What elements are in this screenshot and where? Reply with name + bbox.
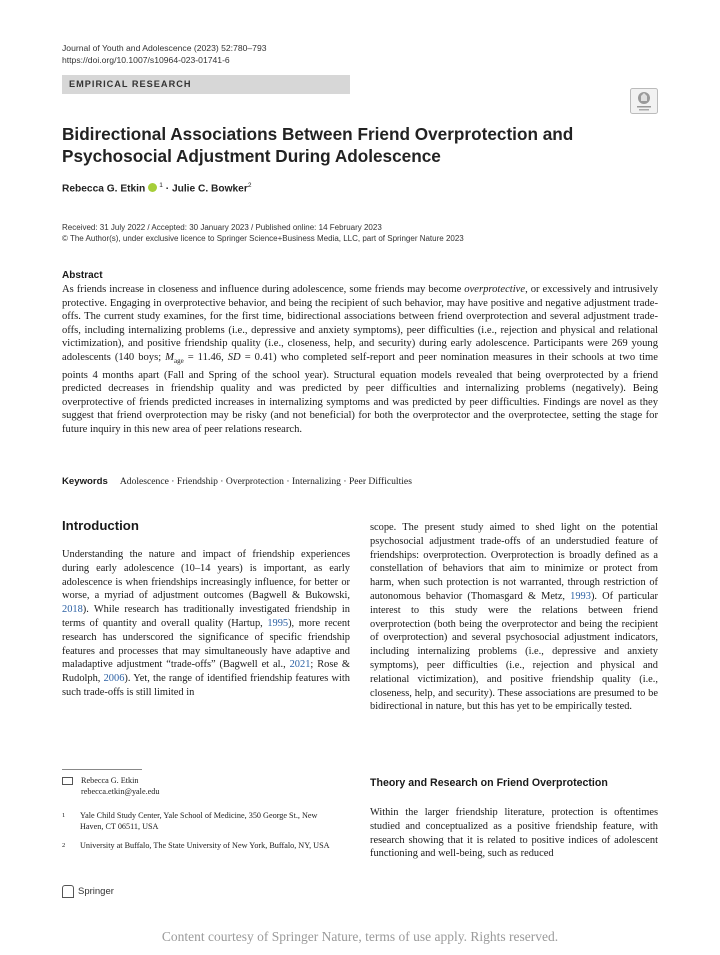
envelope-icon (62, 777, 73, 785)
journal-header (62, 42, 267, 66)
orcid-icon[interactable] (148, 183, 157, 192)
publisher-logo (62, 885, 114, 898)
affiliation-2 (62, 841, 342, 852)
text-run: scope. The present study aimed to shed light on the potential psychosocial adjustment trade-offs of an understudied feature of friendships: overprotection. Overprotection is broadly defined as a constellation of behaviors that aim to minimize or protect from harm, when such protection is not warranted, through restriction of autonomous behavior (Thomasgard & Metz, (370, 522, 658, 602)
author-2-affil: 2 (247, 182, 252, 189)
section-label: EMPIRICAL RESEARCH (62, 75, 350, 94)
crossmark-icon[interactable] (630, 88, 658, 114)
intro-right-column (370, 521, 658, 714)
intro-paragraph-cont (370, 521, 658, 714)
author-1[interactable]: Rebecca G. Etkin (62, 183, 146, 195)
citation-link[interactable]: 2018 (62, 604, 83, 616)
intro-left-column (62, 548, 350, 700)
title-line-2: Psychosocial Adjustment During Adolescence (62, 146, 441, 166)
abstract-part: As friends increase in closeness and influence during adolescence, some friends may become (62, 284, 465, 295)
stat-symbol: M (165, 351, 174, 363)
introduction-heading: Introduction (62, 518, 139, 533)
text-run: Understanding the nature and impact of friendship experiences during early adolescence (10–14 years) is important, as early adolescence is when friendships increasingly influence, for better or worse, a myriad of adjustment outcomes (Bagwell & Bukowski, (62, 549, 350, 602)
keywords-label: Keywords (62, 476, 108, 487)
affiliation-number: 1 (62, 812, 66, 819)
text-run: ). Of particular interest to this study were the relations between friend overprotection (both being the overprotector and being the recipient of overprotection) and several psychosocial adjustment indicators, including internalizing problems (i.e., depressive and anxiety symptoms), peer difficulties (i.e., rejection and physical and relational victimization), and positive friendship quality (i.e., closeness, help, and security). These associations are presumed to be bidirectional in nature, but this has yet to be empirically tested. (370, 590, 658, 713)
author-2[interactable]: Julie C. Bowker (171, 183, 248, 195)
doi-link[interactable]: https://doi.org/10.1007/s10964-023-01741-6 (62, 55, 230, 65)
copyright-line: © The Author(s), under exclusive licence to Springer Science+Business Media, LLC, part of Springer Nature 2023 (62, 234, 464, 243)
affiliation-number: 2 (62, 842, 66, 849)
abstract-text (62, 283, 658, 437)
citation-link[interactable]: 1995 (267, 617, 289, 629)
stat-subscript: age (174, 357, 184, 366)
affiliation-1 (62, 811, 342, 832)
contact-name: Rebecca G. Etkin (81, 776, 139, 785)
author-1-affil: 1 (159, 182, 163, 189)
text-run: ). While research has traditionally investigated friendship in terms of quantity and overall quality (Hartup, (62, 604, 350, 629)
abstract-part: , or excessively and intrusively protective. Engaging in overprotective behavior, and being the recipient of such behavior, may have positive and negative adjustment trade-offs. The current study examines, for the first time, bidirectional associations between friend overprotection and several adjustment trade-offs, including internalizing problems (i.e., depressive and anxiety symptoms), peer difficulties (i.e., rejection and physical and relational victimization), and positive friendship quality (i.e., closeness, help, and security) during early adolescence. Participants were 269 young adolescents (140 boys; (62, 284, 658, 363)
abstract-part: = 0.41) who completed self-report and peer nomination measures in their schools at two time points 4 months apart (Fall and Spring of the school year). Structural equation models revealed that being overprotected by a friend predicted decreases in friendship quality and was predicted by peer difficulties and internalizing problems (negatively). Being overprotective of friends predicted increases in internalizing symptoms and was predicted by peer difficulties. Findings are novel as they suggest that friend overprotection may be risky (and not beneficial) for both the overprotector and the overprotectee, setting the stage for future inquiry in this new area of peer relations research. (62, 351, 658, 436)
author-list (62, 182, 251, 194)
text-run: ), more recent research has underscored the significance of specific friendship features and processes that may simultaneously have adaptive and maladaptive adjustment “trade-offs” (Bagwell et al., (62, 617, 350, 671)
publication-dates (62, 222, 464, 244)
keywords (62, 476, 412, 487)
publisher-name: Springer (78, 886, 114, 898)
theory-paragraph: Within the larger friendship literature, protection is oftentimes studied and conceptualized as a positive friendship feature, with research showing that it is related to positive indices of adolescent functioning and well-being, such as reduced (370, 807, 658, 860)
citation-link[interactable]: 2006 (103, 673, 125, 685)
journal-citation: Journal of Youth and Adolescence (2023) 52:780–793 (62, 43, 267, 53)
author-separator: · (165, 183, 170, 195)
theory-heading: Theory and Research on Friend Overprotection (370, 777, 608, 789)
theory-text (370, 806, 658, 861)
keywords-text: Adolescence · Friendship · Overprotection · Internalizing · Peer Difficulties (119, 476, 412, 487)
dates-line: Received: 31 July 2022 / Accepted: 30 January 2023 / Published online: 14 February 2023 (62, 223, 382, 232)
article-title (62, 123, 622, 167)
text-run: ; Rose & Rudolph, (62, 659, 350, 685)
contact-email[interactable]: rebecca.etkin@yale.edu (81, 786, 160, 796)
springer-horse-icon (62, 885, 74, 898)
abstract-emphasis: overprotective (464, 284, 526, 295)
intro-paragraph (62, 548, 350, 700)
stat-symbol: SD (227, 351, 241, 363)
affiliation-text: Yale Child Study Center, Yale School of Medicine, 350 George St., New Haven, CT 06511, USA (80, 811, 318, 831)
abstract-part: = 11.46, (183, 351, 228, 363)
footnote-divider (62, 769, 142, 770)
corresponding-contact (62, 776, 159, 797)
citation-link[interactable]: 1993 (570, 590, 591, 602)
footer-notice: Content courtesy of Springer Nature, terms of use apply. Rights reserved. (161, 929, 559, 944)
text-run: ). Yet, the range of identified friendship features with such trade-offs is still limited in (62, 673, 350, 698)
citation-link[interactable]: 2021 (289, 659, 311, 671)
affiliation-text: University at Buffalo, The State University of New York, Buffalo, NY, USA (80, 841, 330, 850)
abstract-heading: Abstract (62, 270, 103, 281)
title-line-1: Bidirectional Associations Between Friend Overprotection and (62, 124, 574, 144)
